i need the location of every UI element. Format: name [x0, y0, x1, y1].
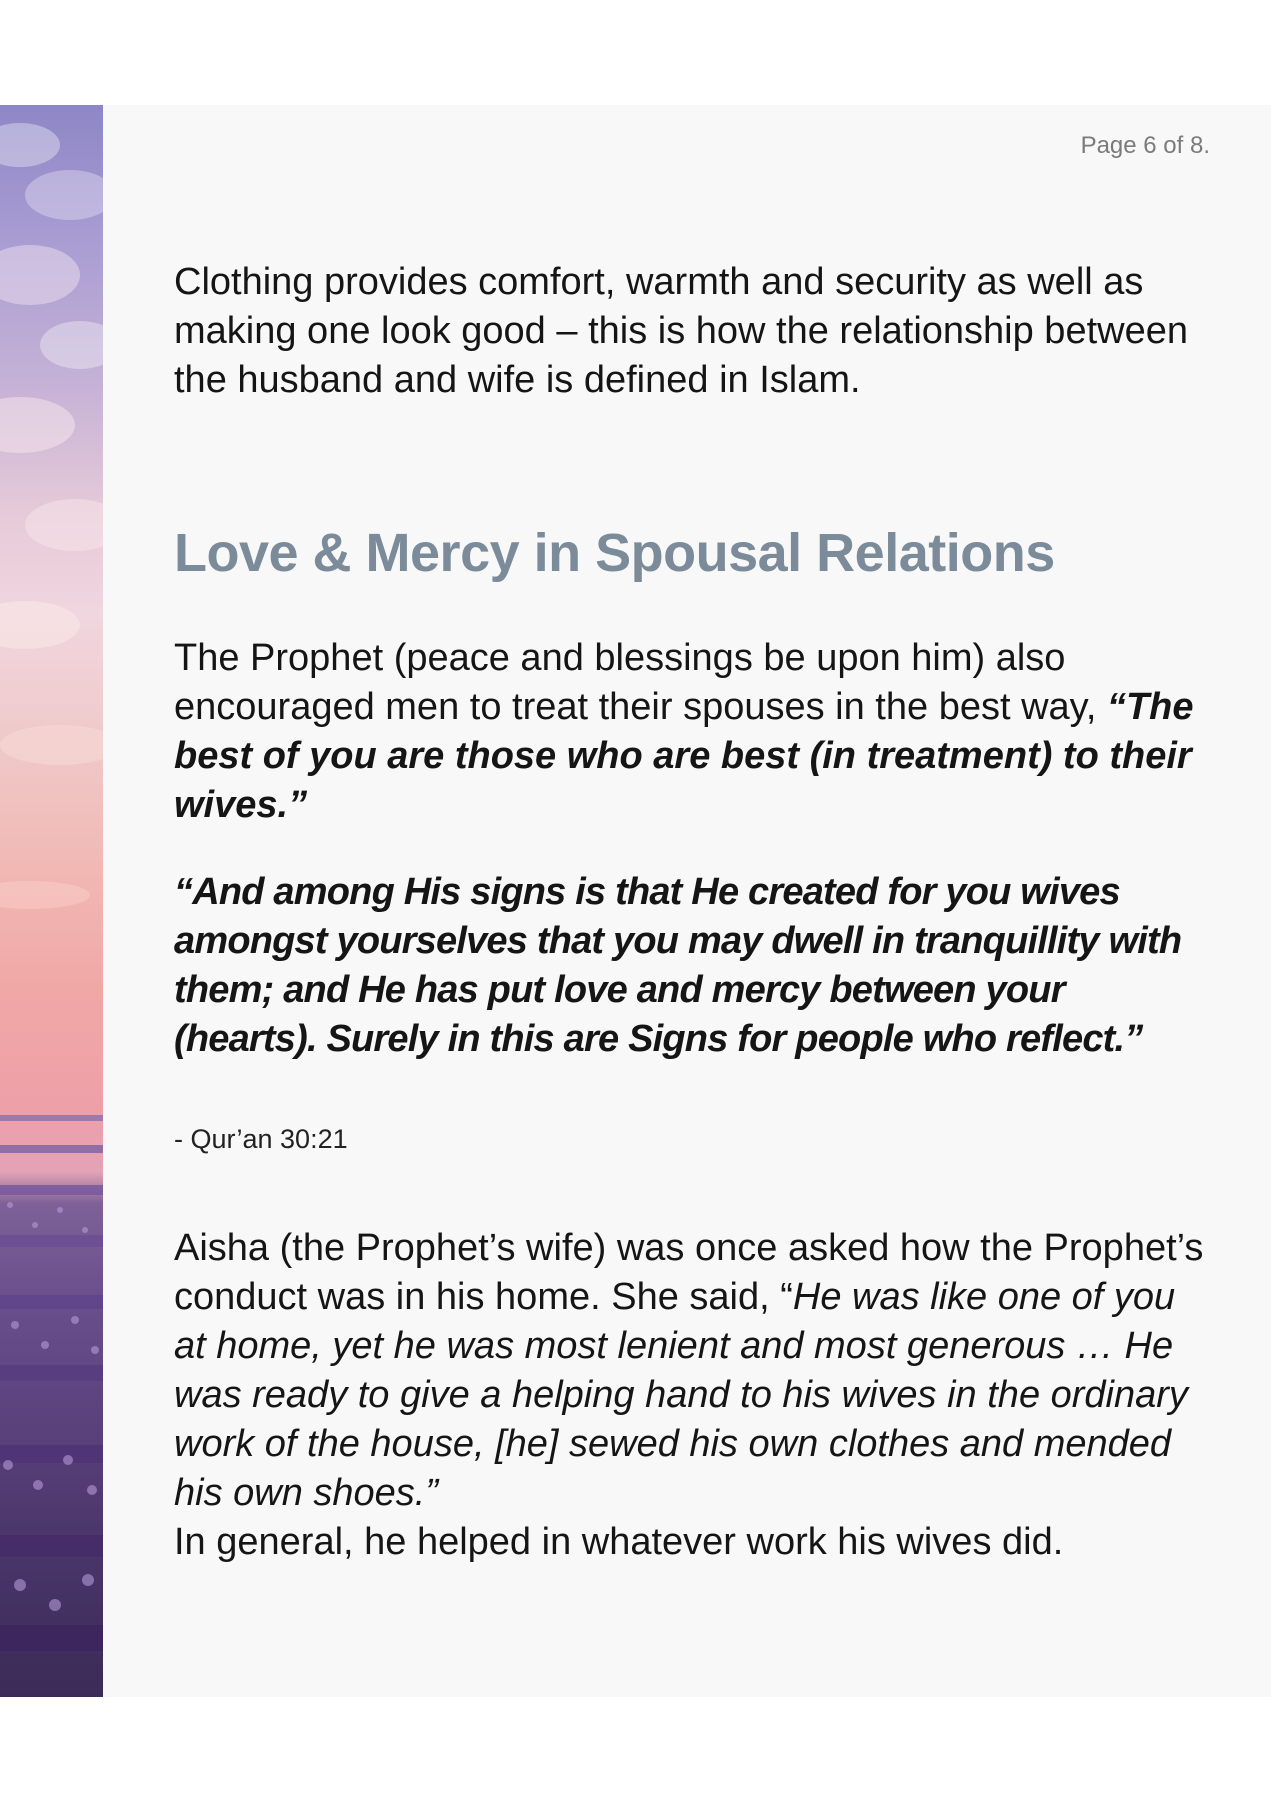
section-heading: Love & Mercy in Spousal Relations: [174, 523, 1055, 583]
hadith-quote: “The best of you are those who are best (in treatment) to their wives.”: [174, 686, 1194, 826]
intro-paragraph: Clothing provides comfort, warmth and security as well as making one look good – this is how the relationship between the husband and wife is defined in Islam.: [174, 261, 1188, 401]
quran-quote: “And among His signs is that He created for you wives amongst yourselves that you may dwell in tranquillity with them; and He has put love and mercy between your (hearts). Surely in this are Signs for people who reflect.”: [174, 871, 1182, 1060]
hadith-intro-text: The Prophet (peace and blessings be upon him) also encouraged men to treat their spouses in the best way,: [174, 637, 1107, 728]
hadith-paragraph: [174, 634, 1204, 830]
lavender-field-illustration: [0, 105, 103, 1697]
aisha-paragraph: [174, 1224, 1204, 1567]
lavender-field-image: [0, 105, 103, 1697]
aisha-intro-text: Aisha (the Prophet’s wife) was once asked how the Prophet’s conduct was in his home. She said, “: [174, 1227, 1204, 1318]
page-number: Page 6 of 8.: [1080, 132, 1210, 159]
quran-citation: - Qur’an 30:21: [174, 1124, 348, 1154]
aisha-quote: He was like one of you at home, yet he was most lenient and most generous … He was ready to give a helping hand to his wives in the ordinary work of the house, [he] sewed his own clothes and mended his own shoes.: [174, 1276, 1188, 1514]
aisha-conclusion: In general, he helped in whatever work his wives did.: [174, 1521, 1064, 1563]
aisha-quote-close: ”: [425, 1472, 439, 1514]
